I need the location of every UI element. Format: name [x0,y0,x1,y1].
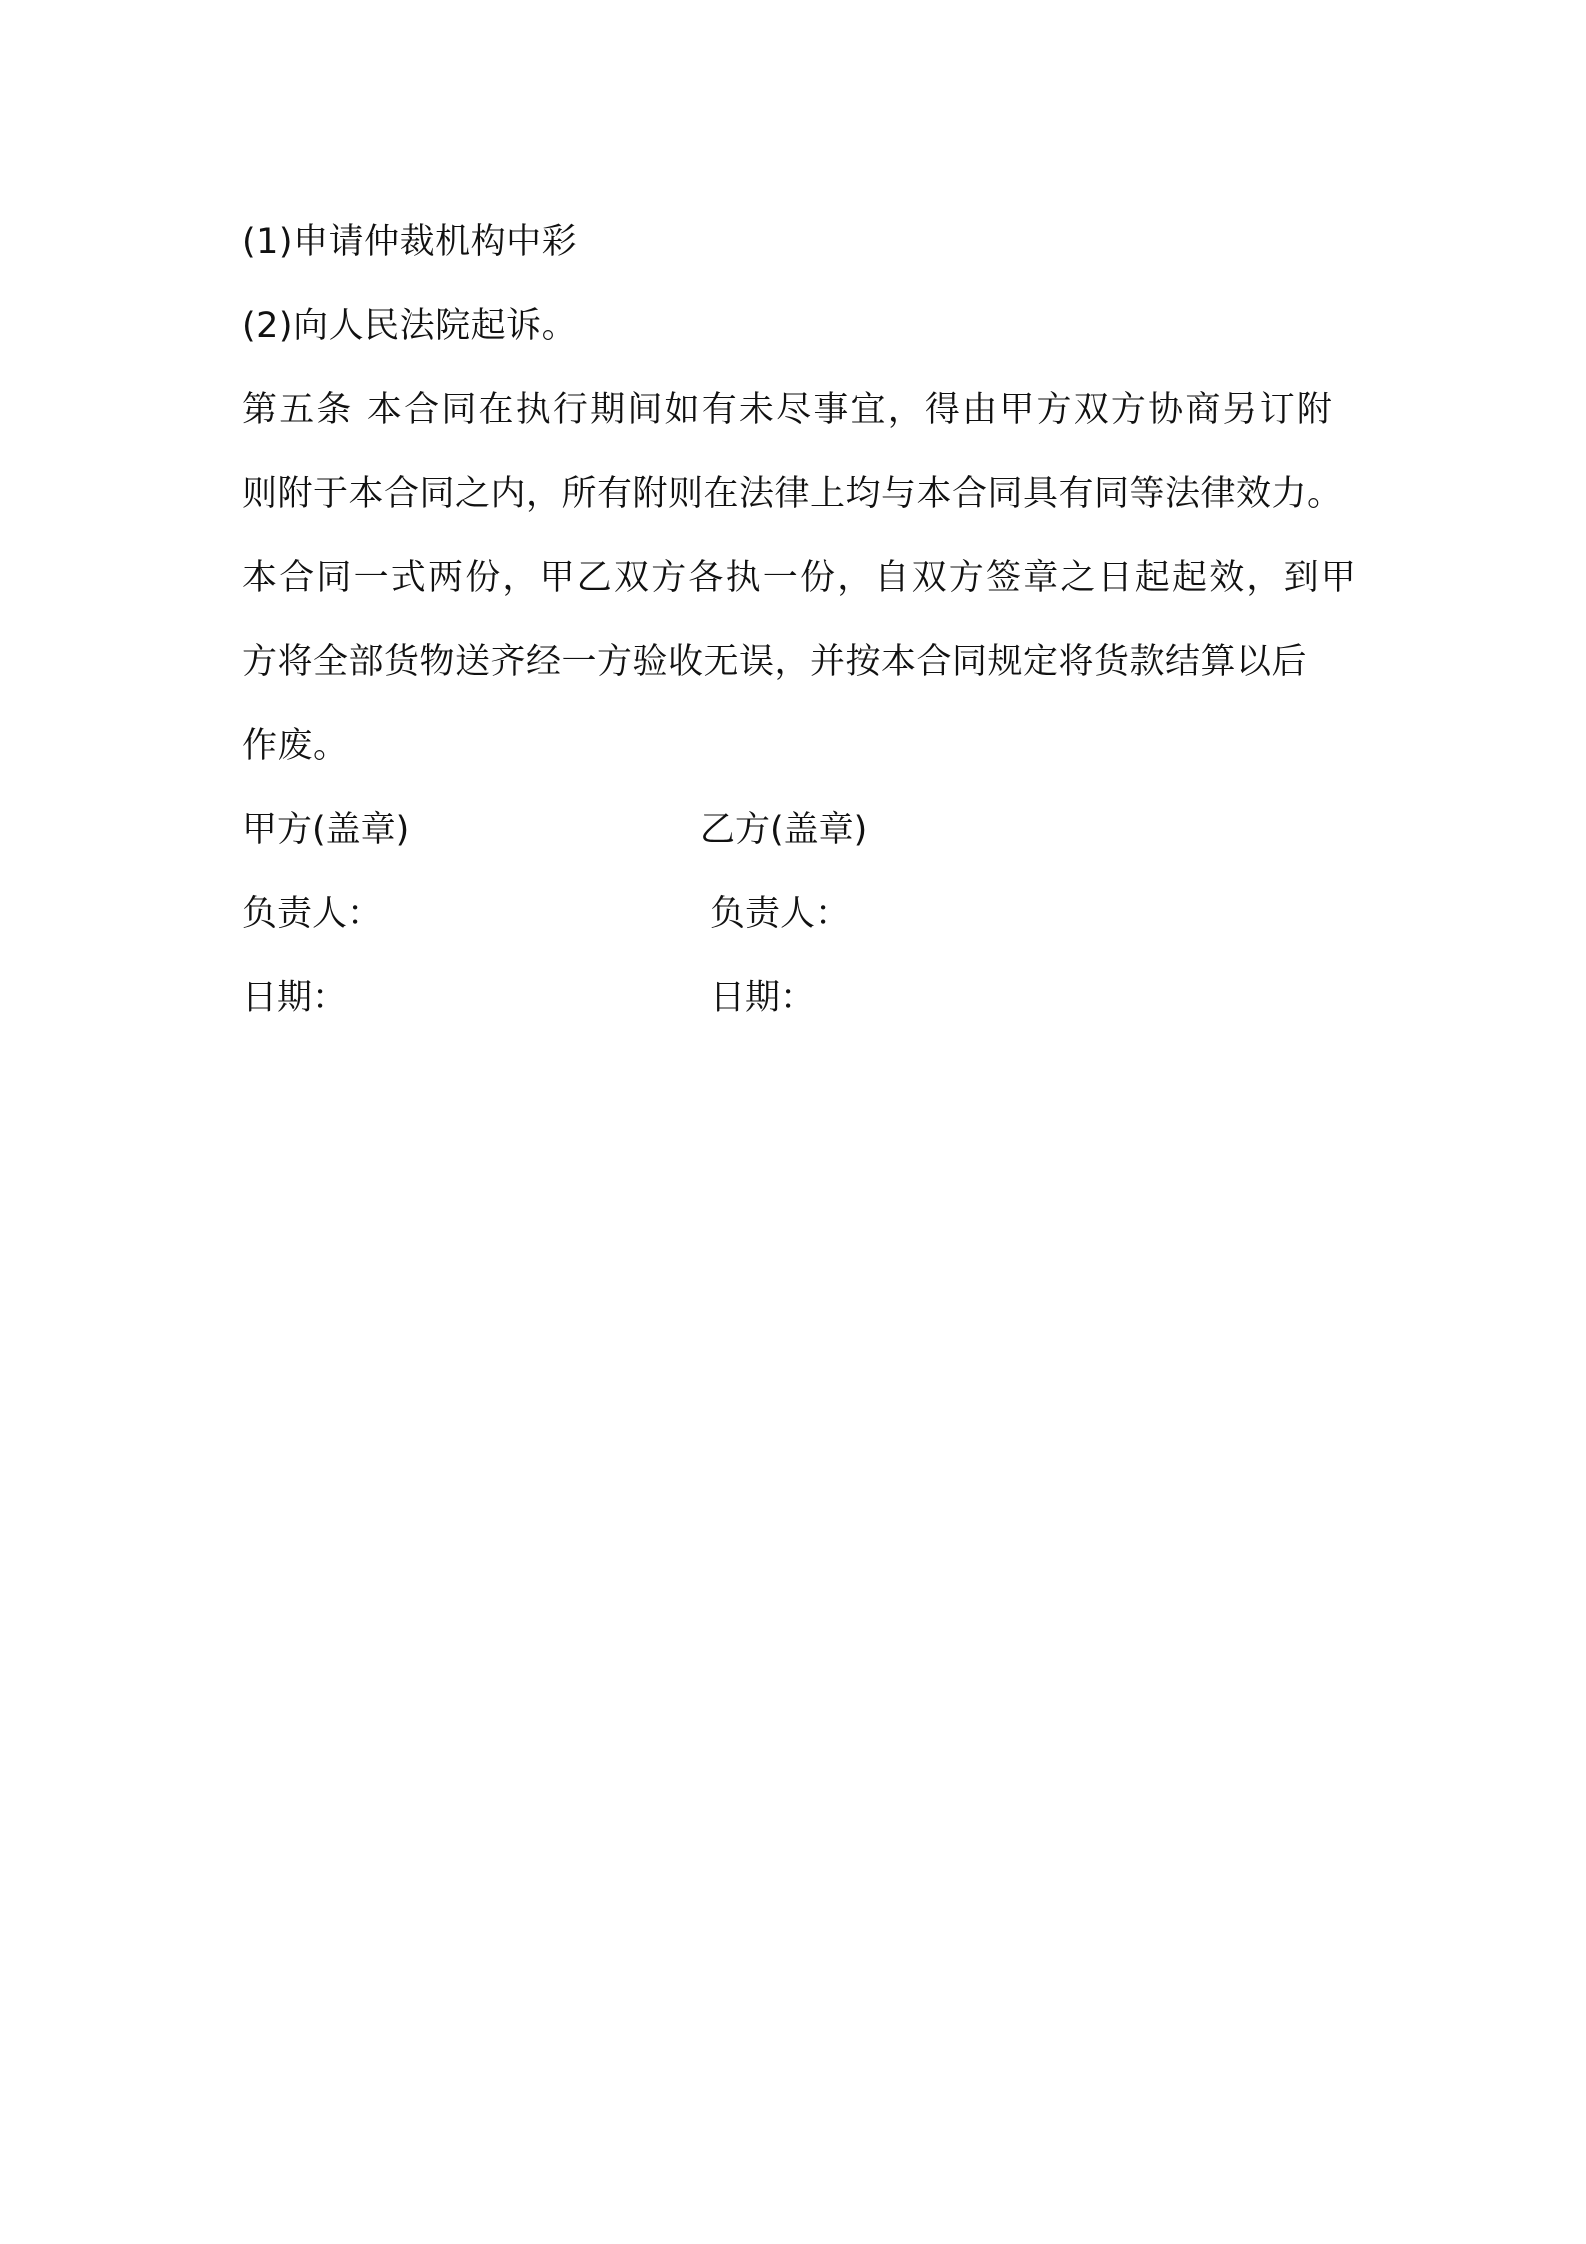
document-body [242,200,1392,1040]
article-five-line-2: 则附于本合同之内，所有附则在法律上均与本合同具有同等法律效力。 [242,474,1343,514]
article-five-line-5: 作废。 [242,726,349,766]
clause-item-1: (1)申请仲裁机构中彩 [242,222,578,262]
party-a-date-label: 日期： [242,978,348,1018]
party-b-seal-label: 乙方(盖章) [700,810,868,850]
party-a-seal-label: 甲方(盖章) [242,810,410,850]
party-b-responsible-label: 负责人： [710,894,851,934]
party-b-date-label: 日期： [710,978,816,1018]
clause-item-2: (2)向人民法院起诉。 [242,306,578,346]
signature-seal-row [242,788,1392,872]
article-five-line-4: 方将全部货物送齐经一方验收无误，并按本合同规定将货款结算以后 [242,642,1308,682]
article-five-line-3: 本合同一式两份，甲乙双方各执一份，自双方签章之日起起效，到甲 [242,558,1359,598]
article-five-line-1: 第五条 本合同在执行期间如有未尽事宜，得由甲方双方协商另订附 [242,390,1335,430]
party-a-responsible-label: 负责人： [242,894,383,934]
signature-date-row [242,956,1392,1040]
signature-responsible-row [242,872,1392,956]
